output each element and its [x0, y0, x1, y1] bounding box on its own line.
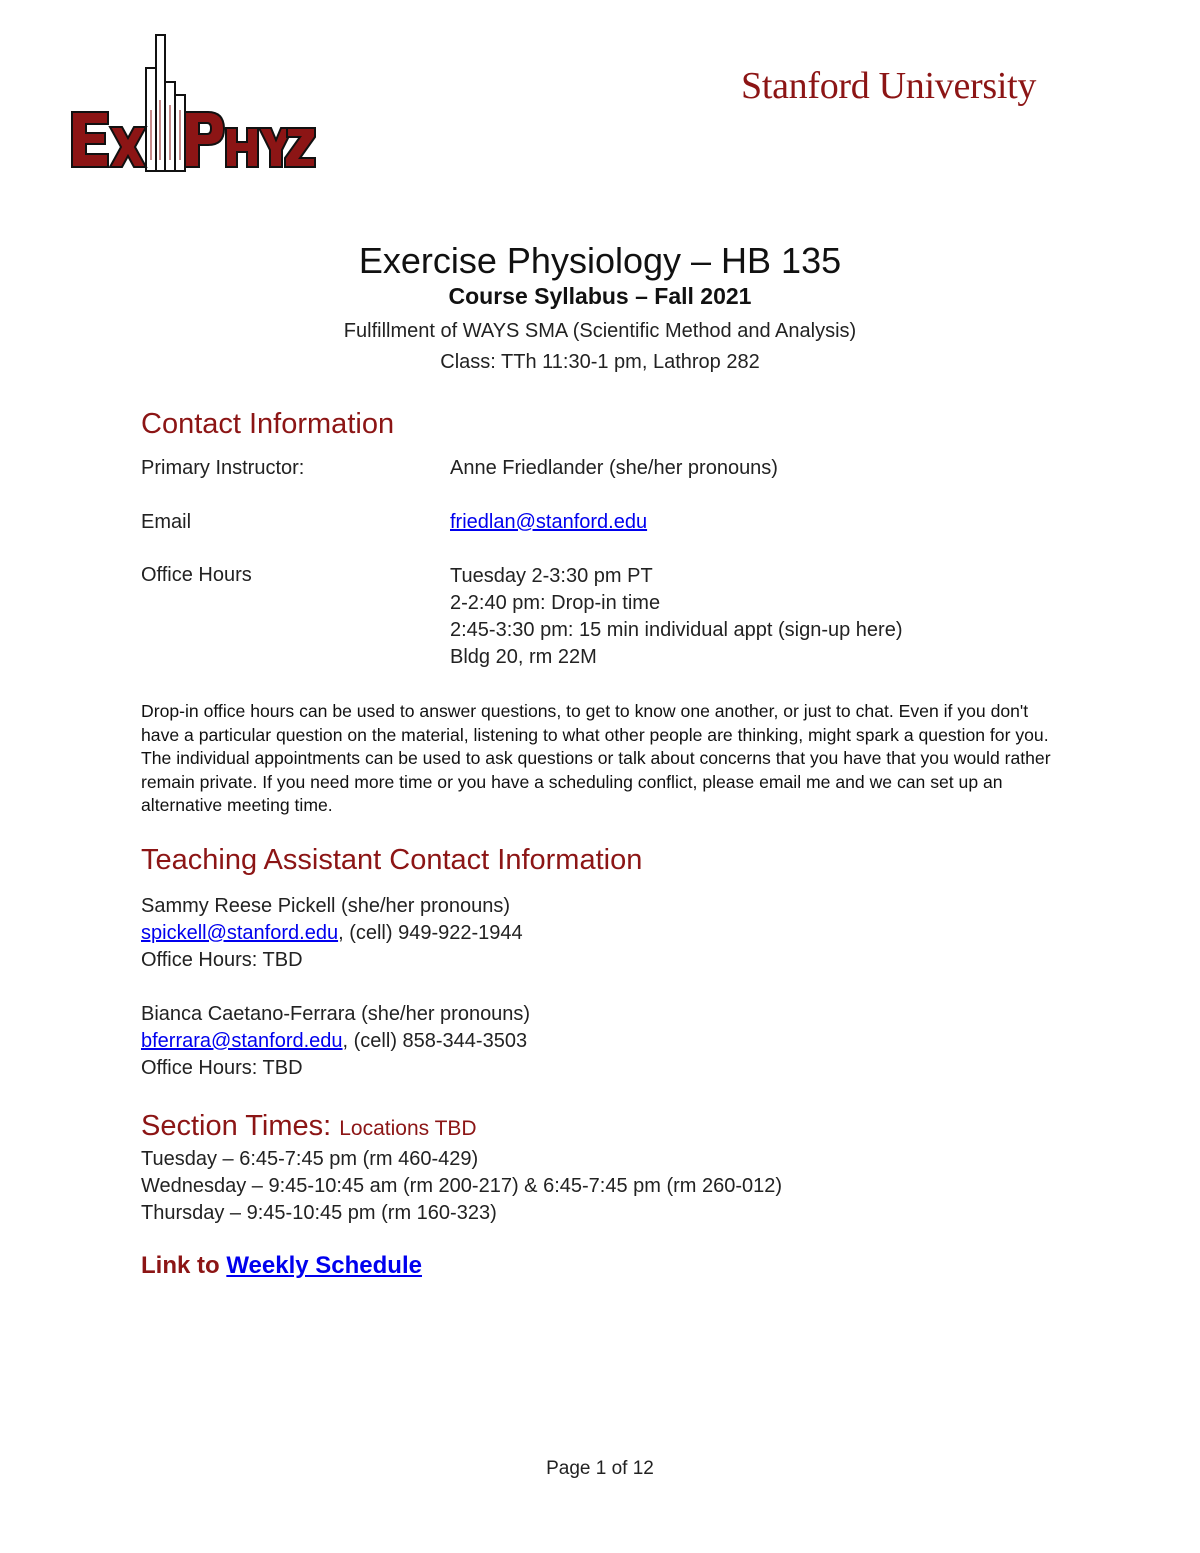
section-times-heading	[141, 1110, 477, 1143]
ta-heading: Teaching Assistant Contact Information	[141, 844, 643, 876]
office-hours-line: Bldg 20, rm 22M	[450, 646, 597, 668]
section-time-line: Thursday – 9:45-10:45 pm (rm 160-323)	[141, 1202, 497, 1224]
ta-name: Sammy Reese Pickell (she/her pronouns)	[141, 895, 511, 917]
ta-email-link[interactable]: bferrara@stanford.edu	[141, 1030, 343, 1052]
fulfillment-line: Fulfillment of WAYS SMA (Scientific Method and Analysis)	[343, 320, 857, 342]
ta-phone: , (cell) 949-922-1944	[338, 922, 523, 944]
ta-email-link[interactable]: spickell@stanford.edu	[141, 922, 339, 944]
ta-name: Bianca Caetano-Ferrara (she/her pronouns)	[141, 1003, 531, 1025]
section-time-line: Tuesday – 6:45-7:45 pm (rm 460-429)	[141, 1148, 479, 1170]
ta-office-hours: Office Hours: TBD	[141, 949, 303, 971]
instructor-email-link[interactable]: friedlan@stanford.edu	[450, 511, 648, 533]
instructor-label: Primary Instructor:	[141, 457, 305, 479]
section-times-note: Locations TBD	[339, 1117, 477, 1140]
contact-heading: Contact Information	[141, 408, 395, 440]
ta-phone: , (cell) 858-344-3503	[342, 1030, 528, 1052]
ta-block	[141, 893, 523, 974]
section-times-title: Section Times:	[141, 1110, 332, 1142]
document-title: Exercise Physiology – HB 135	[358, 240, 842, 281]
stanford-university-wordmark: Stanford University	[741, 65, 1037, 107]
weekly-schedule-link[interactable]: Weekly Schedule	[226, 1252, 422, 1279]
office-hours-line: 2:45-3:30 pm: 15 min individual appt (sign-up here)	[450, 619, 903, 641]
office-hours-line: Tuesday 2-3:30 pm PT	[450, 565, 653, 587]
schedule-link-line	[141, 1252, 422, 1280]
section-times-list	[141, 1146, 782, 1227]
office-hours-list	[450, 563, 902, 671]
instructor-value: Anne Friedlander (she/her pronouns)	[450, 457, 778, 479]
ta-office-hours: Office Hours: TBD	[141, 1057, 303, 1079]
schedule-link-prefix: Link to	[141, 1252, 227, 1279]
document-subtitle: Course Syllabus – Fall 2021	[448, 283, 752, 309]
exphyz-logo	[68, 30, 318, 180]
office-hours-line: 2-2:40 pm: Drop-in time	[450, 592, 661, 614]
class-time-line: Class: TTh 11:30-1 pm, Lathrop 282	[440, 351, 760, 373]
ta-block	[141, 1001, 530, 1082]
office-hours-label: Office Hours	[141, 564, 252, 586]
office-hours-paragraph: Drop-in office hours can be used to answer questions, to get to know one another, or just to chat. Even if you don't have a particular question on the material, listening to what other people are thinking, might spark a question for you. The individual appointments can be used to ask questions or talk about concerns that you have that you would rather remain private. If you need more time or you have a scheduling conflict, please email me and we can set up an alternative meeting time.	[141, 701, 1051, 816]
section-time-line: Wednesday – 9:45-10:45 am (rm 200-217) & 6:45-7:45 pm (rm 260-012)	[141, 1175, 783, 1197]
page-number: Page 1 of 12	[546, 1458, 654, 1479]
email-label: Email	[141, 511, 192, 533]
